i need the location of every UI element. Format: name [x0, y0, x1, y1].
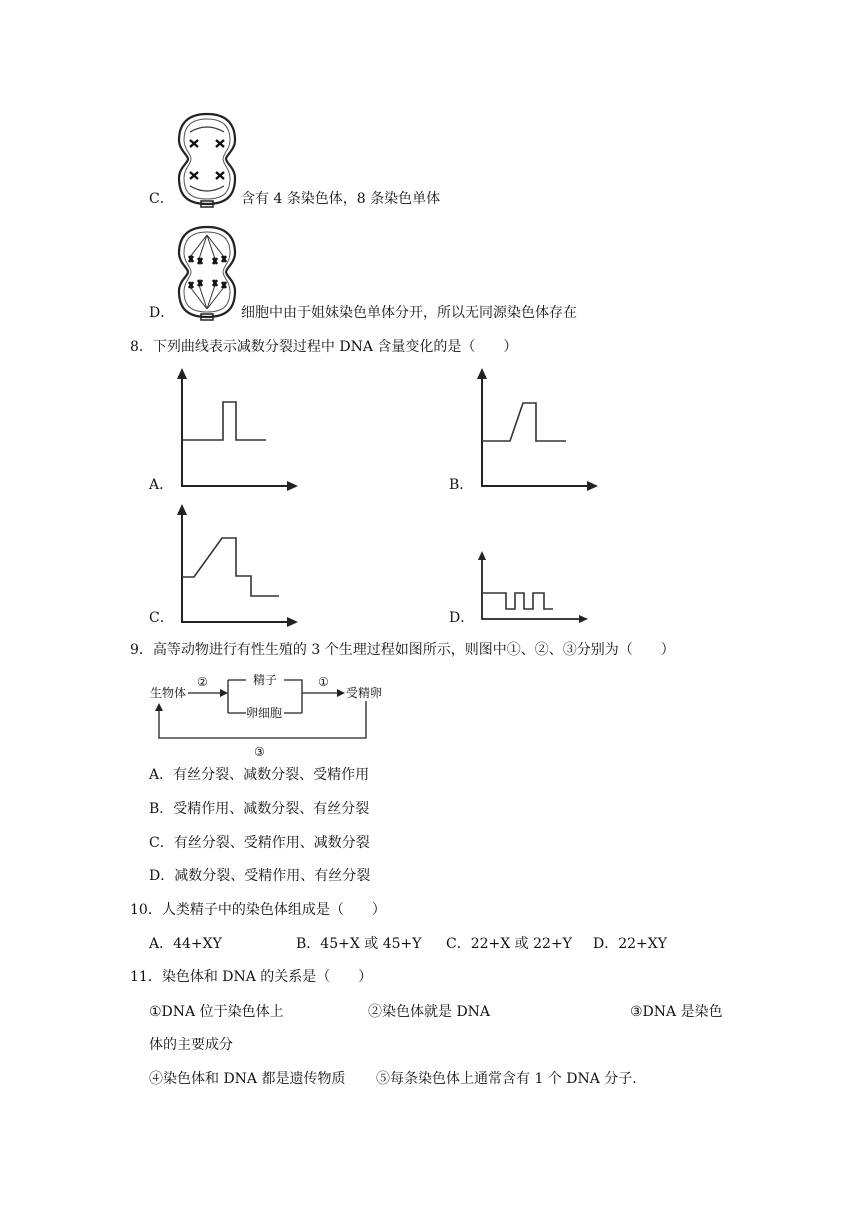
q9-option-b: B．受精作用、减数分裂、有丝分裂: [149, 801, 370, 817]
q9-option-a: A．有丝分裂、减数分裂、受精作用: [149, 767, 370, 783]
diagram-organism: 生物体: [150, 686, 187, 700]
q8-graph-a: [172, 366, 302, 496]
diagram-mark-1: ①: [318, 675, 329, 689]
q9-option-d: D．减数分裂、受精作用、有丝分裂: [149, 868, 371, 884]
diagram-mark-2: ②: [197, 675, 208, 689]
diagram-egg: 卵细胞: [246, 706, 283, 720]
q8-graph-b: [472, 366, 602, 496]
q10-option-a: A．44+XY: [149, 936, 222, 952]
q10-option-b: B．45+X 或 45+Y: [296, 936, 422, 952]
diagram-mark-3: ③: [254, 745, 265, 759]
q9-option-c: C．有丝分裂、受精作用、减数分裂: [149, 835, 370, 851]
cell-figure-metaphase: [176, 110, 238, 208]
q11-statement-5: ⑤每条染色体上通常含有 1 个 DNA 分子.: [376, 1071, 637, 1087]
cell-figure-anaphase: [176, 223, 238, 321]
q7-option-d-text: 细胞中由于姐妹染色单体分开，所以无同源染色体存在: [241, 305, 577, 321]
q11-statement-4: ④染色体和 DNA 都是遗传物质: [149, 1071, 346, 1087]
q11-stem: 11．染色体和 DNA 的关系是（ ）: [130, 969, 373, 985]
q11-statement-3: ③DNA 是染色: [630, 1004, 723, 1020]
q10-stem: 10．人类精子中的染色体组成是（ ）: [130, 902, 386, 918]
q11-statement-1: ①DNA 位于染色体上: [149, 1004, 284, 1020]
q8-graph-c: [172, 502, 302, 632]
q8-label-b: B．: [449, 477, 474, 493]
diagram-zygote: 受精卵: [346, 686, 383, 700]
q11-statement-2: ②染色体就是 DNA: [368, 1004, 491, 1020]
q11-statement-3-cont: 体的主要成分: [149, 1037, 233, 1053]
diagram-sperm: 精子: [253, 673, 278, 687]
q8-label-d: D．: [449, 610, 475, 626]
q10-option-c: C．22+X 或 22+Y: [446, 936, 572, 952]
q7-option-d-letter: D．: [149, 305, 175, 321]
q9-reproduction-diagram: [150, 668, 383, 760]
q8-label-c: C．: [149, 610, 174, 626]
q7-option-c-letter: C．: [149, 191, 174, 207]
q7-option-c-text: 含有 4 条染色体，8 条染色单体: [241, 191, 441, 207]
q8-label-a: A．: [149, 477, 174, 493]
q10-option-d: D．22+XY: [593, 936, 667, 952]
q9-stem: 9．高等动物进行有性生殖的 3 个生理过程如图所示，则图中①、②、③分别为（ ）: [130, 642, 675, 658]
q8-stem: 8．下列曲线表示减数分裂过程中 DNA 含量变化的是（ ）: [130, 339, 518, 355]
q8-graph-d: [472, 549, 592, 629]
